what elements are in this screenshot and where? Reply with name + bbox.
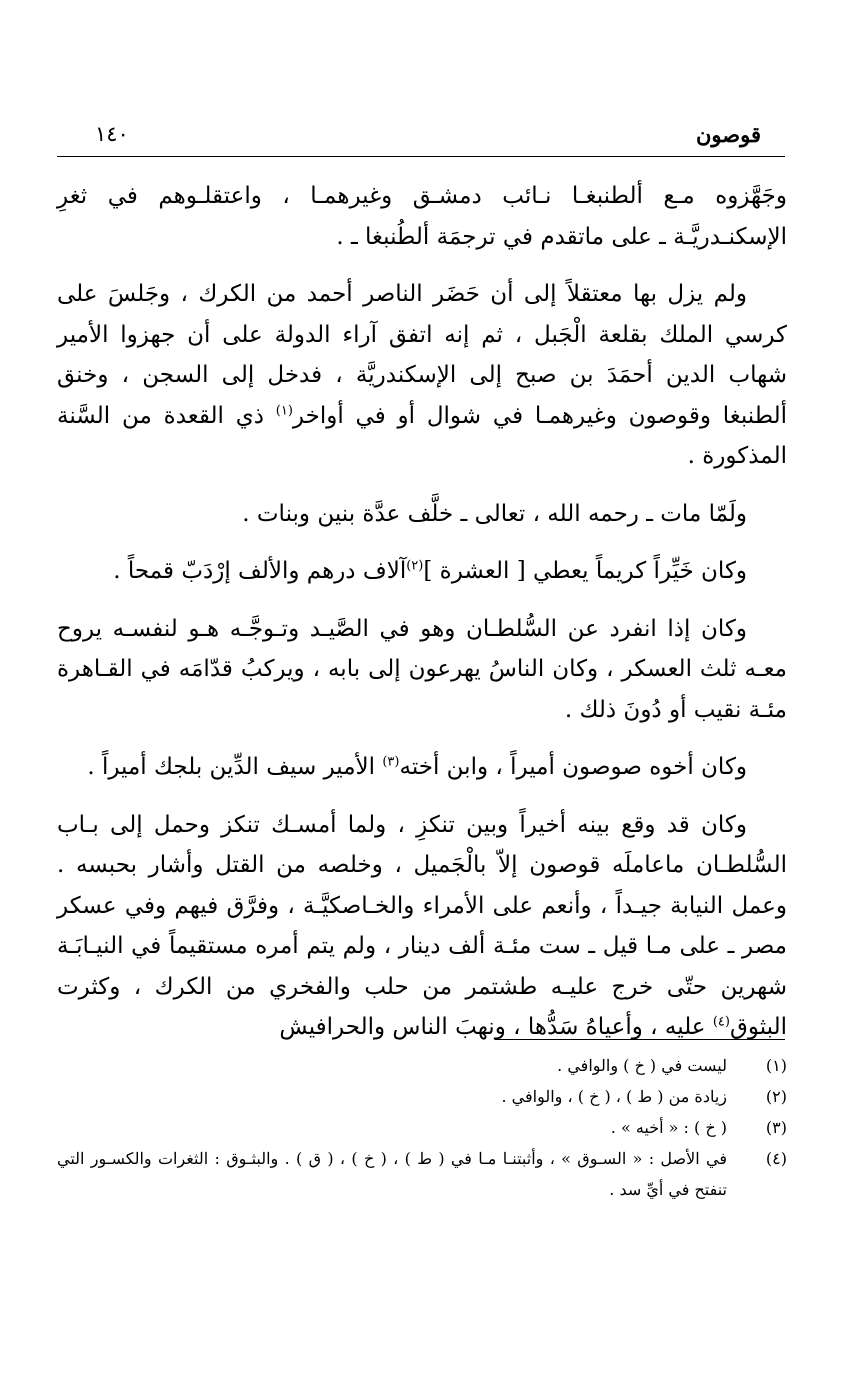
paragraph-4: وكان خَيِّراً كريماً يعطي [ العشرة ]$^{(٢)}$آلاف درهم والألف إرْدَبّ قمحاً . [113, 558, 747, 584]
paragraph-3: ولَمّا مات ـ رحمه الله ، تعالى ـ خلَّف عدَّة بنين وبنات . [242, 500, 747, 527]
main-text [57, 176, 787, 1065]
page-header [57, 118, 785, 157]
footnote-text: في الأصل : « السـوق » ، وأثبتنـا مـا في ( ط ) ، ( خ ) ، ( ق ) . والبثـوق : الثغرات والكسـور التي تنفتح في أيِّ سد . [57, 1149, 727, 1199]
footnote-divider [495, 1039, 785, 1040]
page-number: ١٤٠ [95, 122, 129, 146]
paragraph-7: وكان قد وقع بينه أخيراً وبين تنكزِ ، ولما أمسـك تنكز وحمل إلى بـاب السُّلطـان ماعاملَه قوصون إلاّ بالْجَميل ، وخلصه من القتل وأشار بحبسه . وعمل النيابة جيـداً ، وأنعم على الأمراء والخـاصكيَّـة ، وفرَّق فيهم وفي عسكر مصر ـ على مـا قيل ـ ست مئـة ألف دينار ، ولم يتم أمره مستقيماً في النيـابَـة شهرين حتّى خرج عليـه طشتمر من حلب والفخري من الكرك ، وكثرت البثوق$^{(٤)}$ عليه ، وأعياهُ سَدُّها ، ونهبَ الناس والحرافيش [57, 811, 787, 1040]
footnote-4 [57, 1143, 787, 1205]
paragraph-6: وكان أخوه صوصون أميراً ، وابن أخته$^{(٣)}$ الأمير سيف الدِّين بلجك أميراً . [87, 754, 747, 780]
footnote-number: (٣) [765, 1118, 787, 1137]
footnote-ref-4[interactable]: (٤) [712, 1014, 730, 1030]
footnote-ref-1[interactable]: (١) [275, 402, 293, 418]
running-title: قوصون [696, 122, 761, 147]
footnote-2 [57, 1081, 787, 1112]
paragraph-5: وكان إذا انفرد عن السُّلطـان وهو في الصَّيـد وتـوجَّـه هـو لنفسـه يروح معـه ثلث العسكر ، وكان الناسُ يهرعون إلى بابه ، ويركبُ قدّامَه في القـاهرة مئـة نقيب أو دُونَ ذلك . [57, 615, 787, 723]
footnote-ref-3[interactable]: (٣) [382, 754, 400, 770]
footnote-number: (٤) [765, 1149, 787, 1168]
footnote-1 [57, 1050, 787, 1081]
footnote-text: زيادة من ( ط ) ، ( خ ) ، والوافي . [501, 1087, 727, 1106]
paragraph-1: وجَهَّزوه مـع ألطنبغـا نـائب دمشـق وغيرهمـا ، واعتقلـوهم في ثغرِ الإسكنـدريَّـة ـ على ماتقدم في ترجمَة ألطُنبغا ـ . [57, 183, 787, 250]
paragraph-2: ولم يزل بها معتقلاً إلى أن حَضَر الناصر أحمد من الكرك ، وجَلسَ على كرسي الملك بقلعة الْجَبل ، ثم إنه اتفق آراء الدولة على أن جهزوا الأمير شهاب الدين أحمَدَ بن صبح إلى الإسكندريَّة ، فدخل إلى السجن ، وخنق ألطنبغا وقوصون وغيرهمـا في شوال أو في أواخر$^{(١)}$ ذي القعدة من السَّنة المذكورة . [57, 281, 787, 469]
footnotes [57, 1050, 787, 1205]
footnote-ref-2[interactable]: (٢) [406, 558, 424, 574]
footnote-text: ليست في ( خ ) والوافي . [557, 1056, 727, 1075]
footnote-number: (٢) [765, 1087, 787, 1106]
footnote-number: (١) [765, 1056, 787, 1075]
footnote-3 [57, 1112, 787, 1143]
footnote-text: ( خ ) : « أخيه » . [610, 1118, 727, 1137]
